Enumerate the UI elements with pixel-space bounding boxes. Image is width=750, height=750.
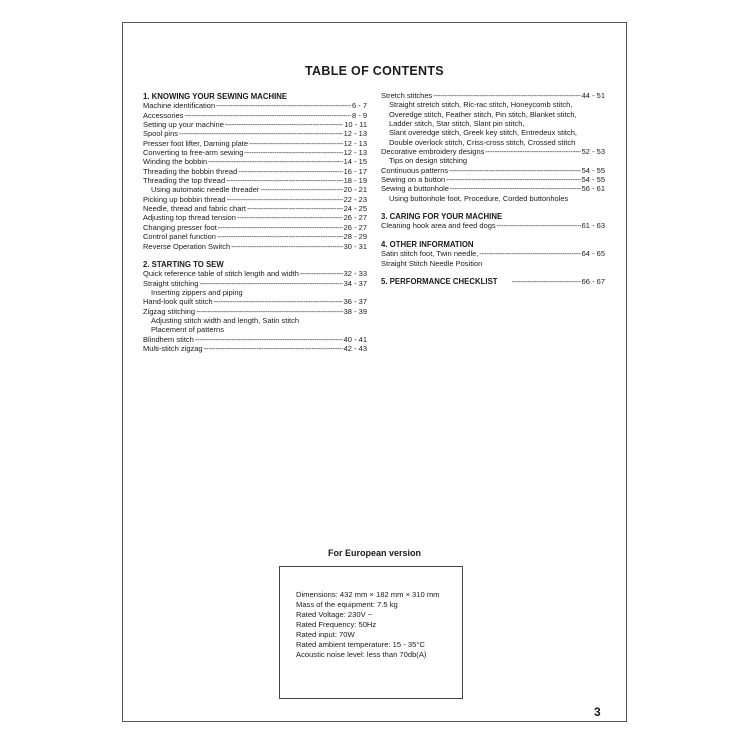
toc-entry-pages: 12 - 13 [343,138,367,148]
toc-right-column [381,91,605,286]
toc-entry [143,120,367,129]
toc-entry [143,167,367,176]
toc-subline: Straight stretch stitch, Ric-rac stitch, Honeycomb stitch, [389,100,573,110]
dot-leader [225,120,343,129]
toc-list [143,101,367,251]
toc-entry [381,175,605,184]
spec-line: Dimensions: 432 mm × 182 mm × 310 mm [296,590,440,599]
toc-entry-pages: 61 - 63 [581,221,605,231]
toc-entry-title: Accessories [143,110,184,120]
page-title: TABLE OF CONTENTS [305,64,444,78]
toc-entry [143,204,367,213]
toc-entry-pages: 8 - 9 [351,110,367,120]
toc-entry [381,221,605,230]
toc-entry-pages: 32 - 33 [343,269,367,279]
toc-entry-pages: 12 - 13 [343,148,367,158]
toc-entry-title: Sewing a buttonhole [381,184,449,194]
section-heading: 3. CARING FOR YOUR MACHINE [381,212,503,222]
toc-entry-title: Picking up bobbin thread [143,194,226,204]
toc-subline: Placement of patterns [151,325,224,335]
toc-entry-title: Satin stitch foot, Twin needle, [381,249,479,259]
section-heading: 4. OTHER INFORMATION [381,239,474,249]
spec-line: Acoustic noise level: less than 70db(A) [296,650,427,660]
dot-leader [216,101,351,110]
toc-entry-title: Changing presser foot [143,222,217,232]
toc-entry-title: Sewing on a button [381,175,446,185]
toc-subline: Overedge stitch, Feather stitch, Pin stitch, Blanket stitch, [389,109,577,119]
toc-entry-title: Stretch stitches [381,91,433,100]
section-heading: 2. STARTING TO SEW [143,259,224,269]
toc-entry-title: Multi-stitch zigzag [143,343,203,353]
toc-entry-title: Setting up your machine [143,120,224,130]
toc-entry [143,242,367,251]
toc-entry-pages: 30 - 31 [343,241,367,251]
dot-leader [226,176,342,185]
dot-leader [260,185,342,194]
dot-leader [237,213,343,222]
toc-entry-title: Blindhem stitch [143,334,194,344]
toc-entry-pages: 20 - 21 [343,185,367,195]
toc-entry-pages: 64 - 65 [581,249,605,259]
toc-list [143,269,367,288]
toc-entry-title: Reverse Operation Switch [143,241,231,251]
toc-subline: Inserting zippers and piping [151,287,243,297]
toc-subline: Adjusting stitch width and length, Satin stitch [151,315,300,325]
toc-line: Straight Stitch Needle Position [381,258,483,268]
dot-leader [238,167,342,176]
toc-entry [381,277,605,286]
toc-entry [381,91,605,100]
page-number: 3 [594,705,601,719]
toc-entry-pages: 42 - 43 [343,343,367,353]
toc-entry-pages: 40 - 41 [343,334,367,344]
toc-entry [143,195,367,204]
toc-entry [143,344,367,353]
toc-entry [143,297,367,306]
manual-page [122,22,627,722]
toc-entry-pages: 10 - 11 [344,120,367,130]
specifications-box [279,566,463,699]
toc-entry [143,269,367,278]
toc-entry-title: Winding the bobbin [143,157,208,167]
toc-entry-title: Control panel function [143,232,216,242]
toc-entry-pages: 26 - 27 [343,213,367,223]
toc-entry [143,335,367,344]
toc-entry-title: Decorative embroidery designs [381,147,485,157]
toc-entry-title: Hand-look quilt stitch [143,297,213,307]
dot-leader [218,223,343,232]
dot-leader [204,344,343,353]
toc-left-column [143,92,367,353]
toc-entry-pages: 52 - 53 [581,147,605,157]
dot-leader [449,166,581,175]
toc-entry-title: Threading the bobbin thread [143,166,238,176]
dot-leader [196,307,343,316]
dot-leader [485,147,580,156]
toc-entry [381,166,605,175]
toc-entry-pages: 44 - 51 [581,91,605,100]
dot-leader [450,184,581,193]
spec-line: Rated input: 70W [296,630,355,640]
dot-leader [300,269,343,278]
dot-leader [497,221,581,230]
toc-entry-pages: 34 - 37 [343,278,367,288]
toc-entry [143,176,367,185]
toc-entry-pages: 28 - 29 [343,232,367,242]
spec-line: Rated Frequency: 50Hz [296,620,377,630]
toc-entry [381,147,605,156]
toc-entry-title: Cleaning hook area and feed dogs [381,221,496,231]
dot-leader [446,175,580,184]
toc-list [143,297,367,316]
dot-leader [512,277,581,286]
toc-entry-title: Zigzag stitching [143,306,196,316]
toc-entry-pages: 38 - 39 [343,306,367,316]
dot-leader [247,204,343,213]
toc-list [381,166,605,194]
toc-entry-title: Straight stitching [143,278,199,288]
toc-entry-title: Presser foot lifter, Darning plate [143,138,249,148]
toc-entry [143,111,367,120]
toc-entry-pages: 6 - 7 [351,101,367,111]
toc-entry-title: Continuous patterns [381,165,449,175]
spec-line: Rated ambient temperature: 15 - 35°C [296,640,425,650]
dot-leader [199,279,342,288]
toc-entry [143,148,367,157]
dot-leader [195,335,343,344]
toc-entry-pages: 18 - 19 [343,176,367,186]
toc-entry [143,129,367,138]
dot-leader [433,91,580,100]
toc-entry [143,232,367,241]
toc-entry-title: Adjusting top thread tension [143,213,236,223]
toc-entry [143,101,367,110]
toc-entry-title: Threading the top thread [143,176,226,186]
toc-entry [143,139,367,148]
toc-entry [381,184,605,193]
spec-line: Rated Voltage: 230V ~ [296,610,373,620]
dot-leader [184,111,351,120]
toc-entry [143,223,367,232]
dot-leader [217,232,343,241]
toc-entry-pages: 54 - 55 [581,165,605,175]
toc-entry-pages: 66 - 67 [581,276,605,286]
toc-entry [143,279,367,288]
dot-leader [214,297,343,306]
toc-list [143,335,367,354]
toc-subline: Slant overedge stitch, Greek key stitch, Entredeux stitch, [389,128,578,138]
toc-entry-pages: 56 - 61 [581,184,605,194]
toc-entry-pages: 12 - 13 [343,129,367,139]
spec-line: Mass of the equipment: 7.5 kg [296,600,398,610]
european-version-heading: For European version [327,548,422,558]
section-heading: 1. KNOWING YOUR SEWING MACHINE [143,92,288,101]
toc-entry [143,307,367,316]
toc-subline: Tips on design stitching [389,156,468,166]
dot-leader [227,195,343,204]
toc-entry-title: Needle, thread and fabric chart [143,204,246,214]
toc-entry-pages: 24 - 25 [343,204,367,214]
dot-leader [208,157,342,166]
toc-subline: Ladder stitch, Star stitch, Slant pin stitch, [389,119,525,129]
toc-entry-title: Quick reference table of stitch length and width [143,269,299,279]
toc-entry [143,185,367,194]
toc-entry-title: Machine identification [143,101,216,111]
toc-entry-title: Using automatic needle threader [151,185,260,195]
dot-leader [179,129,343,138]
toc-entry-pages: 36 - 37 [343,297,367,307]
toc-entry-pages: 26 - 27 [343,222,367,232]
toc-entry-title: Converting to free-arm sewing [143,148,244,158]
toc-entry-pages: 54 - 55 [581,175,605,185]
toc-entry [143,213,367,222]
toc-entry-pages: 14 - 15 [343,157,367,167]
dot-leader [249,139,343,148]
toc-entry [381,249,605,258]
toc-entry-pages: 16 - 17 [343,166,367,176]
toc-entry [143,157,367,166]
toc-subline: Double overlock stitch, Criss-cross stitch, Crossed stitch [389,137,576,147]
toc-entry-title: Spool pins [143,129,179,139]
dot-leader [231,242,343,251]
toc-subline: Using buttonhole foot, Procedure, Corded buttonholes [389,193,569,203]
dot-leader [479,249,580,258]
toc-entry-pages: 22 - 23 [343,194,367,204]
dot-leader [244,148,342,157]
section-heading: 5. PERFORMANCE CHECKLIST [381,276,498,286]
